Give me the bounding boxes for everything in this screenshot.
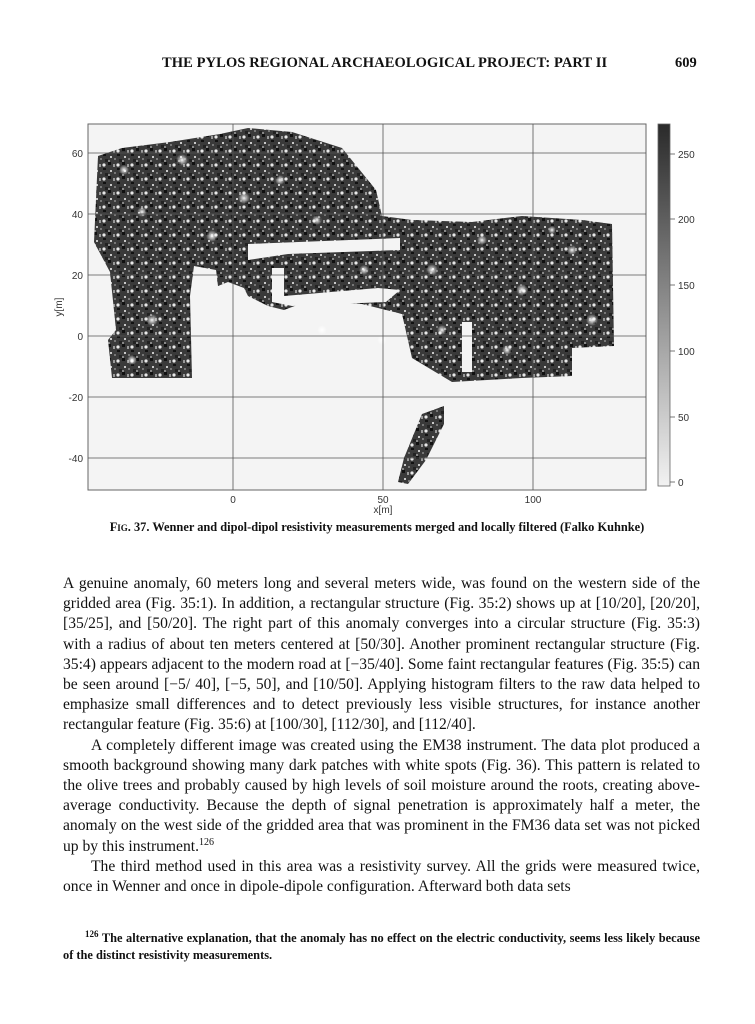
footnote-reference[interactable]: 126 [199, 836, 215, 848]
y-tick-label: -20 [68, 393, 83, 404]
colorbar-tick-label: 100 [678, 347, 695, 358]
running-header [0, 55, 755, 77]
colorbar-tick-label: 250 [678, 150, 695, 161]
paragraph: The third method used in this area was a resistivity survey. All the grids were measured twice, once in Wenner and once in dipole-dipole configuration. Afterward both data sets [63, 857, 700, 896]
paragraph: A genuine anomaly, 60 meters long and several meters wide, was found on the western side of the gridded area (Fig. 35:1). In addition, a rectangular structure (Fig. 35:2) shows up at [10/20], [20/20], [35/25], and [50/20]. The right part of this anomaly converges into a circular structure (Fig. 35:3) with a radius of about ten meters centered at [50/30]. Another prominent rectangular structure (Fig. 35:4) appears adjacent to the modern road at [−35/40]. Some faint rectangular features (Fig. 35:5) can be seen around [−5/ 40], [−5, 50], and [10/50]. Applying histogram filters to the raw data helped to emphasize small differences and to detect previously less visible structures, for instance another rectangular feature (Fig. 35:6) at [100/30], [112/30], and [112/40]. [63, 575, 700, 734]
x-tick-label: 50 [377, 495, 389, 506]
body-text [63, 574, 700, 897]
paragraph [63, 736, 700, 857]
colorbar-tick-label: 50 [678, 413, 690, 424]
page-number: 609 [675, 55, 697, 71]
colorbar-tick-label: 0 [678, 478, 684, 489]
x-tick-label: 0 [230, 495, 236, 506]
caption-text: Wenner and dipol-dipol resistivity measurements merged and locally filtered (Falko Kuhnke) [152, 520, 645, 534]
figure-caption [52, 520, 702, 535]
y-tick-label: 20 [71, 271, 83, 282]
colorbar-tick-label: 150 [678, 281, 695, 292]
x-tick-label: 100 [524, 495, 542, 506]
figure-label: Fig. 37. [109, 520, 150, 534]
y-tick-label: -40 [68, 454, 83, 465]
resistivity-plot [52, 120, 702, 515]
footnote-text: The alternative explanation, that the anomaly has no effect on the electric conductivity, seems less likely because of the distinct resistivity measurements. [63, 931, 700, 962]
footnote [63, 930, 700, 964]
footnote-number: 126 [85, 928, 99, 939]
y-tick-label: 0 [77, 332, 83, 343]
y-tick-label: 60 [71, 149, 83, 160]
running-title: THE PYLOS REGIONAL ARCHAEOLOGICAL PROJECT: PART II [162, 55, 608, 71]
colorbar-tick-label: 200 [678, 215, 695, 226]
y-tick-label: 40 [71, 210, 83, 221]
paragraph-text: A completely different image was created using the EM38 instrument. The data plot produced a smooth background showing many dark patches with white spots (Fig. 36). This pattern is related to the olive trees and probably caused by high levels of soil moisture around the roots, creating above-average conductivity. Because the depth of signal penetration is approximately half a meter, the anomaly on the west side of the gridded area that was prominent in the FM36 data set was not picked up by this instrument. [63, 736, 700, 855]
x-axis-label: x[m] [373, 505, 393, 515]
resistivity-figure [52, 120, 702, 515]
colorbar [658, 124, 695, 489]
y-axis-label: y[m] [54, 297, 65, 317]
